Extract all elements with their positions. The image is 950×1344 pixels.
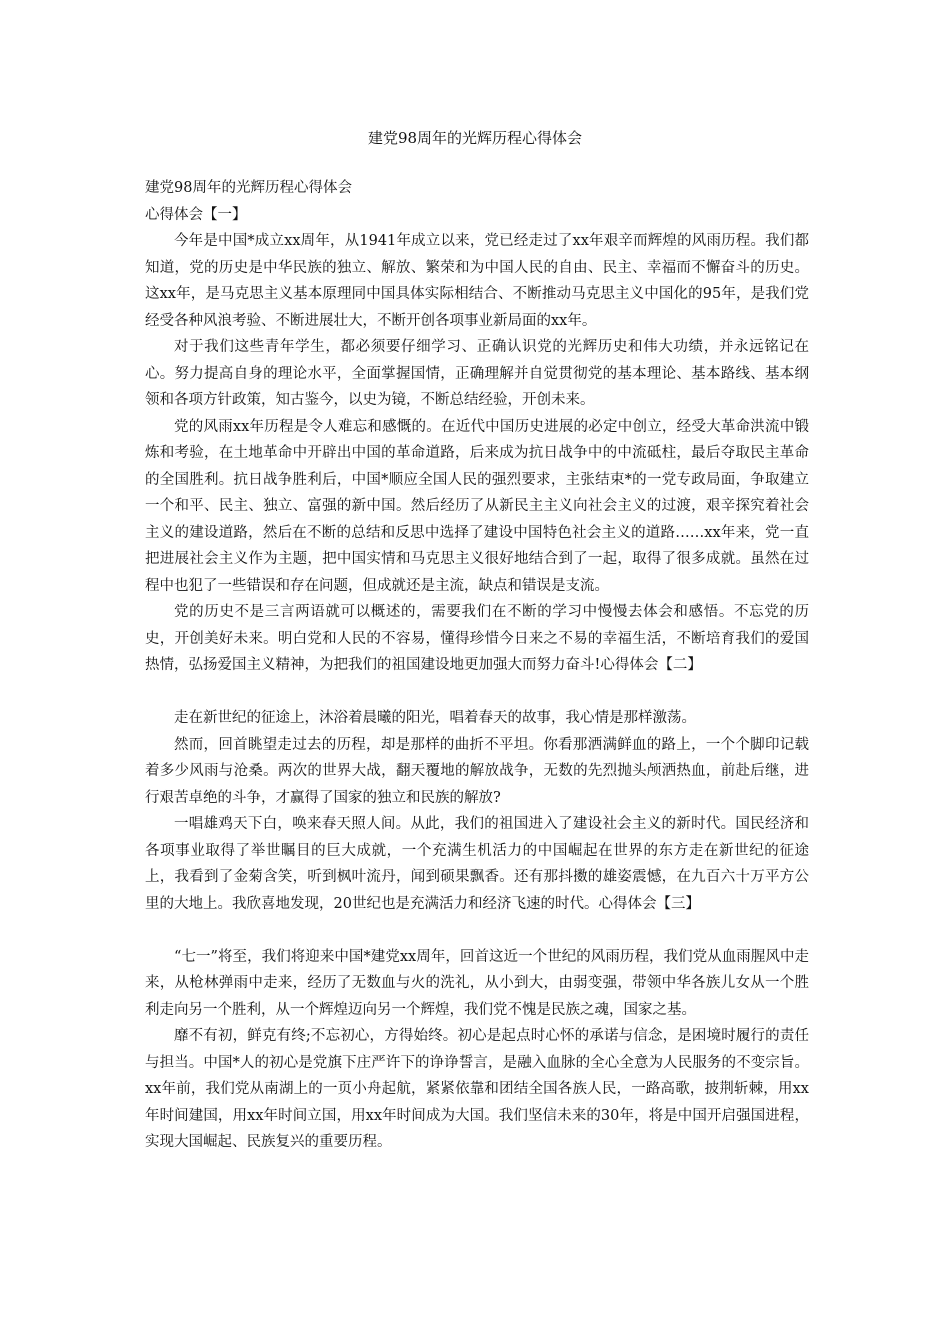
- document-title: 建党98周年的光辉历程心得体会: [367, 129, 583, 147]
- paragraph-spacer: [145, 917, 809, 944]
- paragraph: “七一”将至，我们将迎来中国*建党xx周年，回首这近一个世纪的风雨历程，我们党从血雨腥风中走来，从枪林弹雨中走来，经历了无数血与火的洗礼，从小到大，由弱变强，带领中华各族儿女从一个胜利走向另一个胜利，从一个辉煌迈向另一个辉煌，我们党不愧是民族之魂，国家之基。: [145, 948, 809, 1018]
- paragraph: 对于我们这些青年学生，都必须要仔细学习、正确认识党的光辉历史和伟大功绩，并永远铭记在心。努力提高自身的理论水平，全面掌握国情，正确理解并自觉贯彻党的基本理论、基本路线、基本纲领和各项方针政策，知古鉴今，以史为镜，不断总结经验，开创未来。: [145, 339, 809, 408]
- document-subtitle: 建党98周年的光辉历程心得体会: [145, 180, 352, 196]
- paragraph: 党的风雨xx年历程是令人难忘和感慨的。在近代中国历史进展的必定中创立，经受大革命洪流中锻炼和考验，在土地革命中开辟出中国的革命道路，后来成为抗日战争中的中流砥柱，最后夺取民主革命的全国胜利。抗日战争胜利后，中国*顺应全国人民的强烈要求，主张结束*的一党专政局面，争取建立一个和平、民主、独立、富强的新中国。然后经历了从新民主主义向社会主义的过渡，艰辛探究着社会主义的建设道路，然后在不断的总结和反思中选择了建设中国特色社会主义的道路……xx年来，党一直把进展社会主义作为主题，把中国实情和马克思主义很好地结合到了一起，取得了很多成就。虽然在过程中也犯了一些错误和存在问题，但成就还是主流，缺点和错误是支流。: [145, 418, 809, 594]
- paragraph: 党的历史不是三言两语就可以概述的，需要我们在不断的学习中慢慢去体会和感悟。不忘党的历史，开创美好未来。明白党和人民的不容易，懂得珍惜今日来之不易的幸福生活，不断培育我们的爱国热情，弘扬爱国主义精神，为把我们的祖国建设地更加强大而努力奋斗!心得体会【二】: [145, 604, 809, 673]
- section-heading-1: 心得体会【一】: [145, 206, 247, 223]
- paragraph: 然而，回首眺望走过去的历程，却是那样的曲折不平坦。你看那洒满鲜血的路上，一个个脚印记载着多少风雨与沧桑。两次的世界大战，翻天覆地的解放战争，无数的先烈抛头颅洒热血，前赴后继，进行艰苦卓绝的斗争，才赢得了国家的独立和民族的解放?: [145, 736, 809, 806]
- paragraph: 今年是中国*成立xx周年，从1941年成立以来，党已经走过了xx年艰辛而辉煌的风雨历程。我们都知道，党的历史是中华民族的独立、解放、繁荣和为中国人民的自由、民主、幸福而不懈奋斗的历史。这xx年，是马克思主义基本原理同中国具体实际相结合、不断推动马克思主义中国化的95年，是我们党经受各种风浪考验、不断进展壮大，不断开创各项事业新局面的xx年。: [145, 233, 809, 329]
- paragraph: 走在新世纪的征途上，沐浴着晨曦的阳光，唱着春天的故事，我心情是那样激荡。: [174, 710, 696, 726]
- paragraph: 一唱雄鸡天下白，唤来春天照人间。从此，我们的祖国进入了建设社会主义的新时代。国民经济和各项事业取得了举世瞩目的巨大成就，一个充满生机活力的中国崛起在世界的东方走在新世纪的征途上，我看到了金菊含笑，听到枫叶流丹，闻到硕果飘香。还有那抖擞的雄姿震憾，在九百六十万平方公里的大地上。我欣喜地发现，20世纪也是充满活力和经济飞速的时代。心得体会【三】: [145, 816, 809, 912]
- paragraph-spacer: [145, 679, 809, 706]
- paragraph: 靡不有初，鲜克有终;不忘初心，方得始终。初心是起点时心怀的承诺与信念，是困境时履行的责任与担当。中国*人的初心是党旗下庄严许下的诤诤誓言，是融入血脉的全心全意为人民服务的不变宗旨。xx年前，我们党从南湖上的一页小舟起航，紧紧依靠和团结全国各族人民，一路高歌，披荆斩棘，用xx年时间建国，用xx年时间立国，用xx年时间成为大国。我们坚信未来的30年，将是中国开启强国进程，实现大国崛起、民族复兴的重要历程。: [145, 1028, 809, 1150]
- document-body: [145, 175, 809, 1156]
